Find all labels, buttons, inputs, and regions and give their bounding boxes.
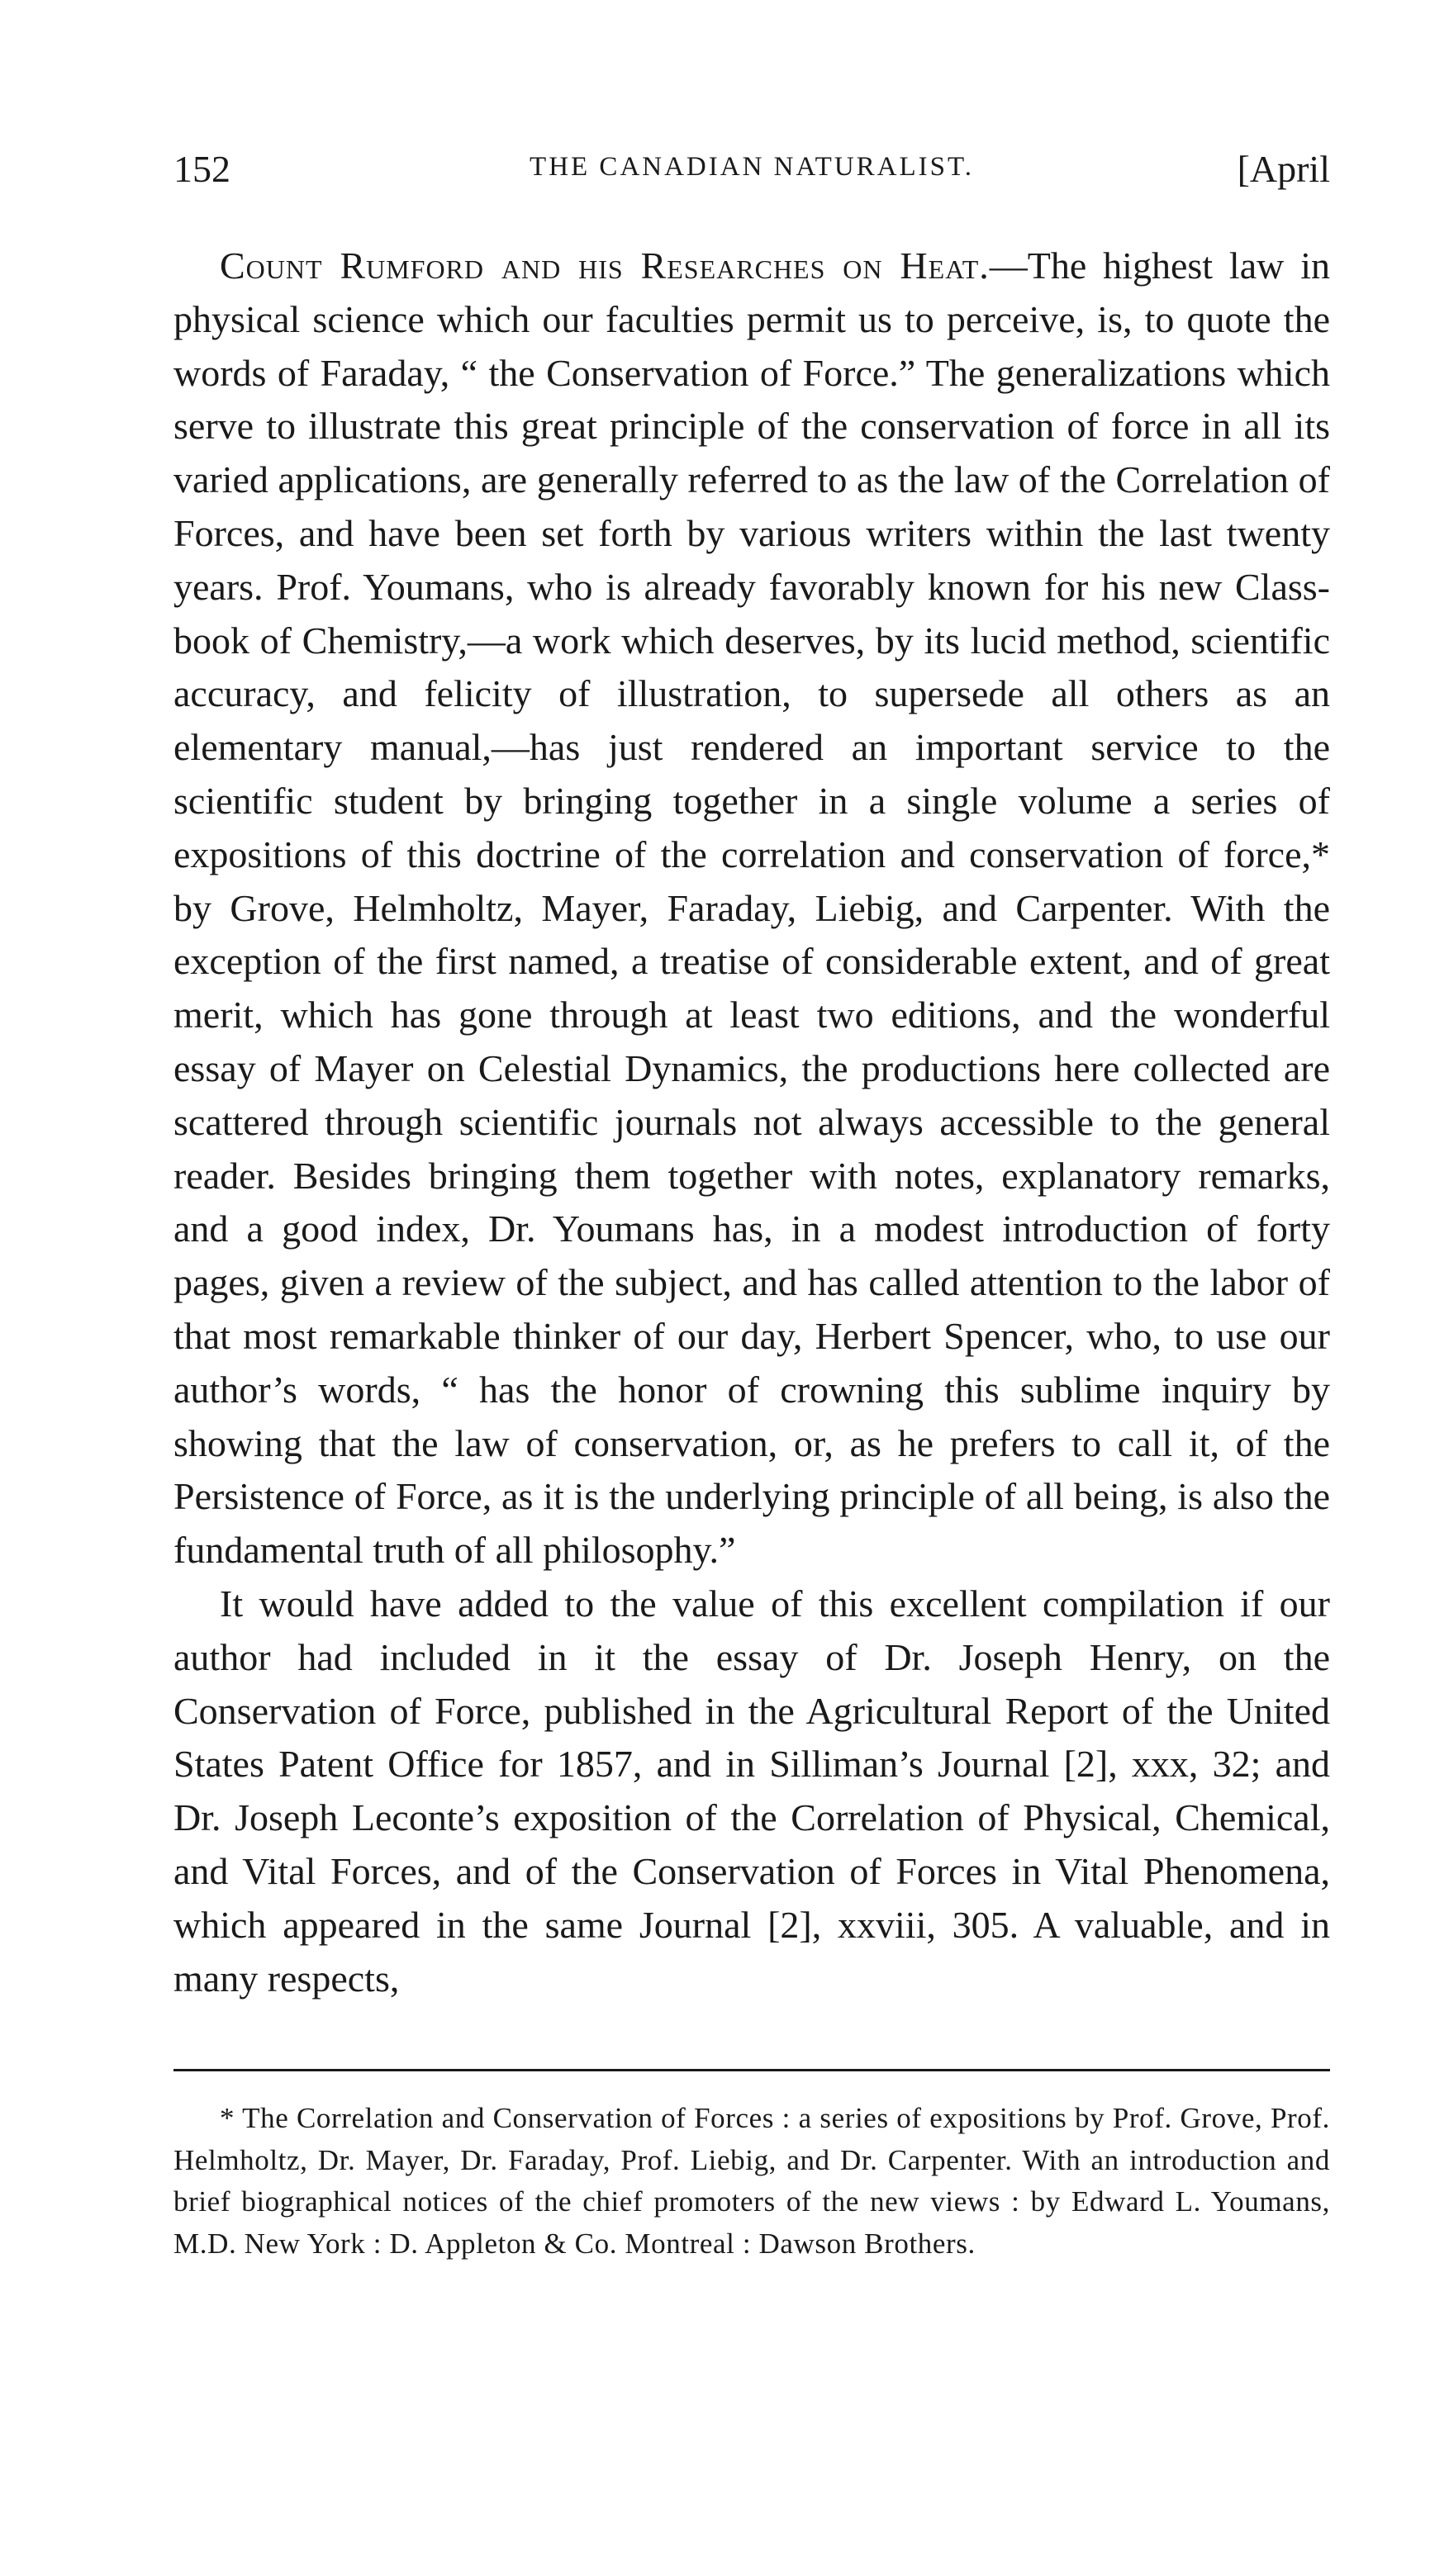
issue-month: [April [1237, 148, 1330, 190]
article-paragraph-2: It would have added to the value of this excellent compilation if our author had included in it the essay of Dr. Joseph Henry, on the Conservation of Force, published in the Agricultural Report of the United States Patent Office for 1857, and in Silliman’s Journal [2], xxx, 32; and Dr. Joseph Leconte’s exposition of the Correlation of Physical, Chemical, and Vital Forces, and of the Conservation of Forces in Vital Phenomena, which appeared in the same Journal [2], xxviii, 305. A valuable, and in many respects, [173, 1582, 1330, 2000]
footnote [173, 2098, 1330, 2265]
footnote-rule [173, 2069, 1330, 2071]
article-paragraph-1 [173, 240, 1330, 1577]
footnote-text: * The Correlation and Conservation of Forces : a series of expositions by Prof. Grove, Prof. Helmholtz, Dr. Mayer, Dr. Faraday, Prof. Liebig, and Dr. Carpenter. With an introduction and brief biographical notices of the chief promoters of the new views : by Edward L. Youmans, M.D. New York : D. Appleton & Co. Montreal : Dawson Brothers. [173, 2102, 1330, 2260]
article-heading: Count Rumford and his Researches on Heat. [220, 244, 990, 287]
article-paragraph-1-text: —The highest law in physical science which our faculties permit us to perceive, is, to quote the words of Faraday, “ the Conservation of Force.” The generalizations which serve to illustrate this great principle of the conservation of force in all its varied applications, are generally referred to as the law of the Correlation of Forces, and have been set forth by various writers within the last twenty years. Prof. Youmans, who is already favorably known for his new Class-book of Chemistry,—a work which deserves, by its lucid method, scientific accuracy, and felicity of illustration, to supersede all others as an elementary manual,—has just rendered an important service to the scientific student by bringing together in a single volume a series of expositions of this doctrine of the correlation and conservation of force,* by Grove, Helmholtz, Mayer, Faraday, Liebig, and Carpenter. With the exception of the first named, a treatise of considerable extent, and of great merit, which has gone through at least two editions, and the wonderful essay of Mayer on Celestial Dynamics, the productions here collected are scattered through scientific journals not always accessible to the general reader. Besides bringing them together with notes, explanatory remarks, and a good index, Dr. Youmans has, in a modest introduction of forty pages, given a review of the subject, and has called attention to the labor of that most remarkable thinker of our day, Herbert Spencer, who, to use our author’s words, “ has the honor of crowning this sublime inquiry by showing that the law of conservation, or, as he prefers to call it, of the Persistence of Force, as it is the underlying principle of all being, is also the fundamental truth of all philosophy.” [173, 244, 1331, 1572]
page-number: 152 [173, 148, 230, 190]
journal-title: THE CANADIAN NATURALIST. [530, 152, 974, 182]
running-head [173, 147, 1330, 197]
article-body [173, 240, 1330, 2005]
